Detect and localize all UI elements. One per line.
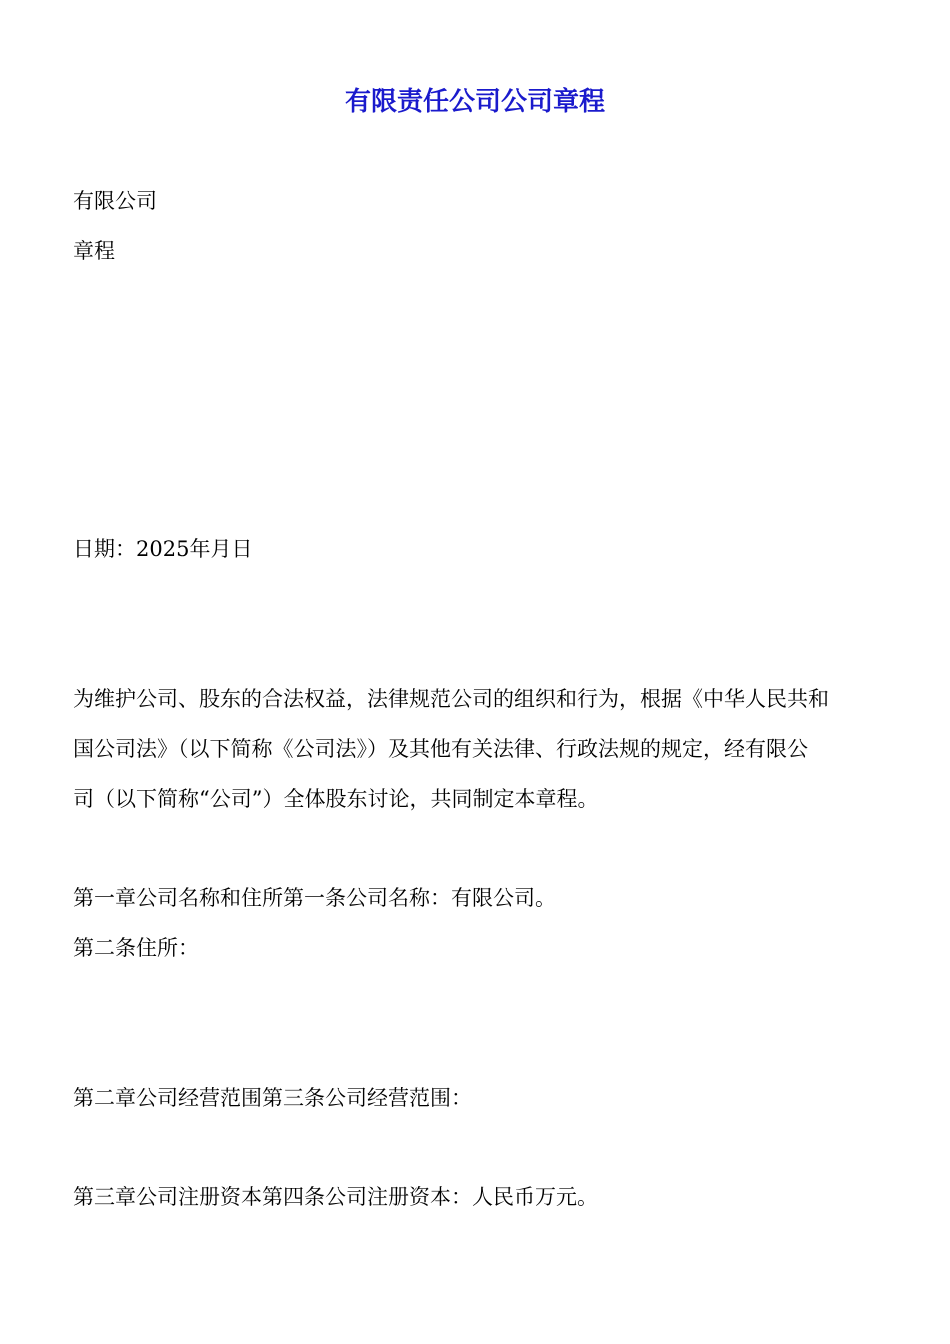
document-title: 有限责任公司公司章程 [344, 87, 605, 117]
chapter-2-heading: 第二章公司经营范围第三条公司经营范围： [73, 1086, 472, 1110]
preamble-line: 司（以下简称“公司”）全体股东讨论，共同制定本章程。 [73, 787, 599, 811]
cover-charter-label: 章程 [73, 239, 115, 263]
preamble-paragraph [73, 674, 883, 824]
article-2-address: 第二条住所： [73, 936, 199, 960]
chapter-3-heading: 第三章公司注册资本第四条公司注册资本：人民币万元。 [73, 1185, 598, 1209]
date-line: 日期：2025年月日 [73, 537, 253, 561]
cover-company-name: 有限公司 [73, 189, 157, 213]
preamble-line: 国公司法》（以下简称《公司法》）及其他有关法律、行政法规的规定，经有限公 [73, 737, 808, 761]
preamble-line: 为维护公司、股东的合法权益，法律规范公司的组织和行为，根据《中华人民共和 [73, 687, 829, 711]
chapter-1-heading: 第一章公司名称和住所第一条公司名称：有限公司。 [73, 886, 556, 910]
